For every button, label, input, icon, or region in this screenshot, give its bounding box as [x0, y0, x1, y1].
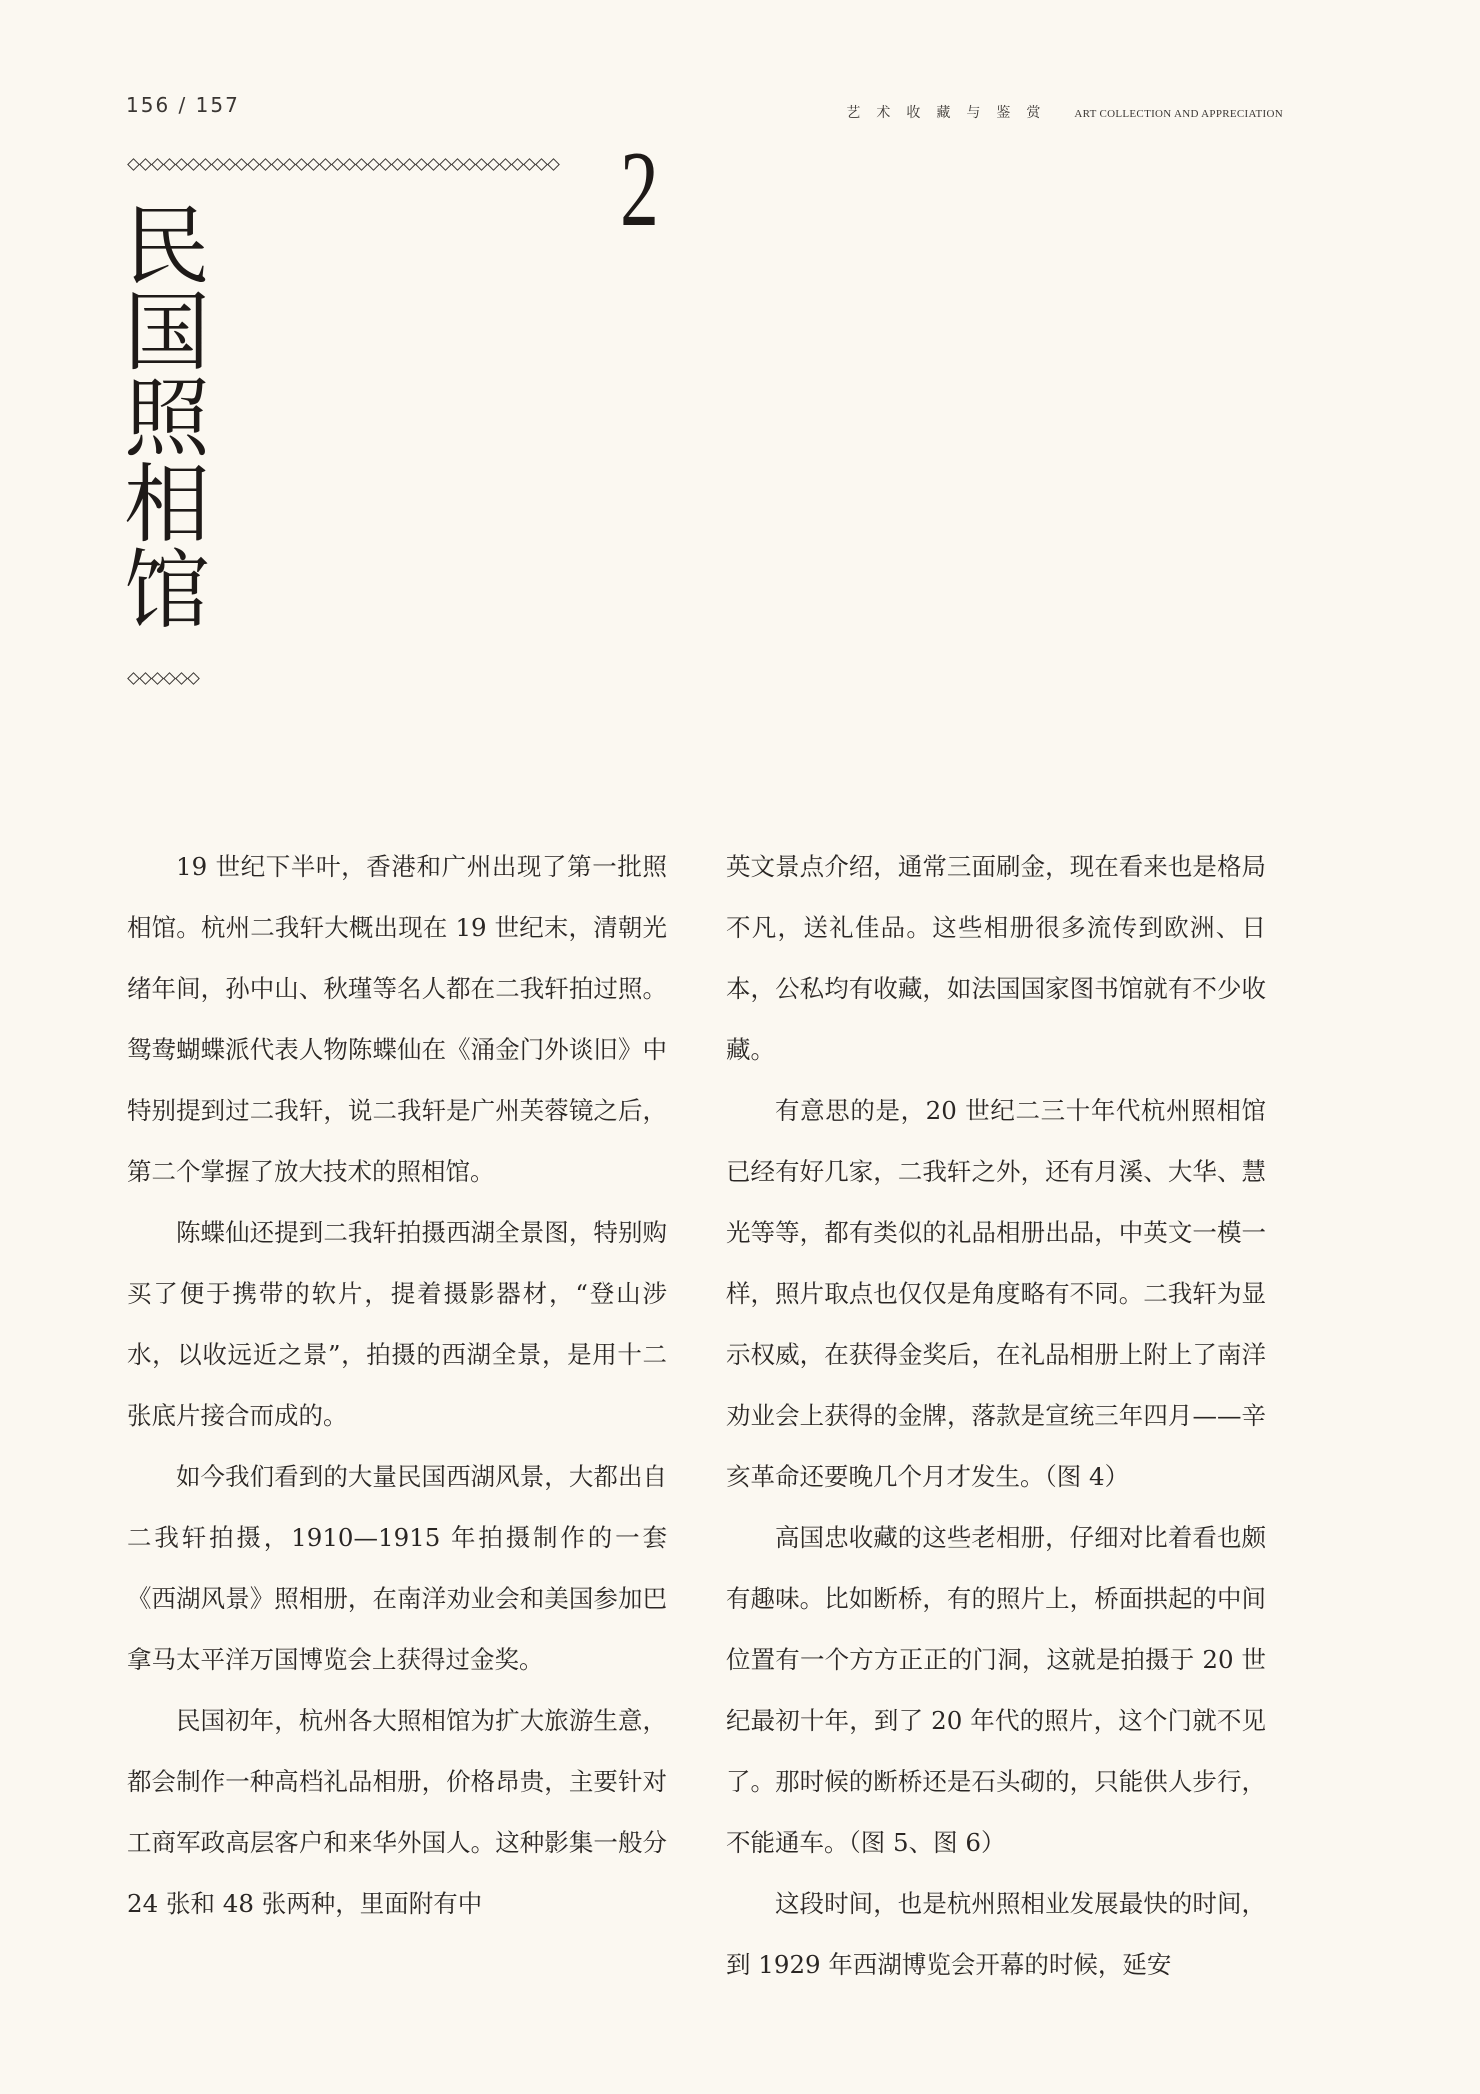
paragraph: 19 世纪下半叶，香港和广州出现了第一批照相馆。杭州二我轩大概出现在 19 世纪末，清朝光绪年间，孙中山、秋瑾等名人都在二我轩拍过照。鸳鸯蝴蝶派代表人物陈蝶仙在《涌金门外谈旧》中特别提到过二我轩，说二我轩是广州芙蓉镜之后，第二个掌握了放大技术的照相馆。 — [127, 852, 667, 1186]
diamond-icon — [439, 158, 452, 171]
diamond-icon — [319, 158, 332, 171]
diamond-icon — [127, 158, 140, 171]
diamond-ornament-top — [128, 160, 559, 169]
diamond-icon — [367, 158, 380, 171]
diamond-ornament-bottom — [128, 674, 199, 683]
diamond-icon — [547, 158, 560, 171]
diamond-icon — [139, 158, 152, 171]
paragraph: 民国初年，杭州各大照相馆为扩大旅游生意，都会制作一种高档礼品相册，价格昂贵，主要针对工商军政高层客户和来华外国人。这种影集一般分 24 张和 48 张两种，里面附有中 — [127, 1706, 667, 1918]
diamond-icon — [235, 158, 248, 171]
diamond-icon — [199, 158, 212, 171]
body-column-left — [127, 836, 667, 1934]
page-numbers: 156 / 157 — [126, 93, 240, 117]
diamond-icon — [175, 672, 188, 685]
diamond-icon — [307, 158, 320, 171]
paragraph: 这段时间，也是杭州照相业发展最快的时间，到 1929 年西湖博览会开幕的时候，延安 — [726, 1889, 1266, 1979]
paragraph: 陈蝶仙还提到二我轩拍摄西湖全景图，特别购买了便于携带的软片，提着摄影器材，“登山涉水，以收远近之景”，拍摄的西湖全景，是用十二张底片接合而成的。 — [127, 1218, 667, 1430]
magazine-title-en: ART COLLECTION AND APPRECIATION — [1074, 108, 1283, 120]
diamond-icon — [163, 158, 176, 171]
diamond-icon — [523, 158, 536, 171]
diamond-icon — [187, 158, 200, 171]
diamond-icon — [211, 158, 224, 171]
diamond-icon — [331, 158, 344, 171]
diamond-icon — [487, 158, 500, 171]
paragraph: 英文景点介绍，通常三面刷金，现在看来也是格局不凡，送礼佳品。这些相册很多流传到欧洲、日本，公私均有收藏，如法国国家图书馆就有不少收藏。 — [726, 852, 1266, 1064]
chapter-title — [122, 197, 212, 641]
paragraph: 如今我们看到的大量民国西湖风景，大都出自二我轩拍摄，1910—1915 年拍摄制作的一套《西湖风景》照相册，在南洋劝业会和美国参加巴拿马太平洋万国博览会上获得过金奖。 — [127, 1462, 667, 1674]
magazine-title-cn: 艺术收藏与鉴赏 — [846, 105, 1057, 121]
title-char: 民 — [124, 197, 210, 297]
diamond-icon — [247, 158, 260, 171]
diamond-icon — [391, 158, 404, 171]
diamond-icon — [223, 158, 236, 171]
title-char: 相 — [124, 455, 210, 555]
diamond-icon — [283, 158, 296, 171]
diamond-icon — [535, 158, 548, 171]
diamond-icon — [259, 158, 272, 171]
diamond-icon — [175, 158, 188, 171]
diamond-icon — [295, 158, 308, 171]
diamond-icon — [499, 158, 512, 171]
diamond-icon — [151, 158, 164, 171]
diamond-icon — [415, 158, 428, 171]
diamond-icon — [511, 158, 524, 171]
diamond-icon — [151, 672, 164, 685]
diamond-icon — [187, 672, 200, 685]
diamond-icon — [163, 672, 176, 685]
paragraph: 有意思的是，20 世纪二三十年代杭州照相馆已经有好几家，二我轩之外，还有月溪、大华、慧光等等，都有类似的礼品相册出品，中英文一模一样，照片取点也仅仅是角度略有不同。二我轩为显示权威，在获得金奖后，在礼品相册上附上了南洋劝业会上获得的金牌，落款是宣统三年四月——辛亥革命还要晚几个月才发生。（图 4） — [726, 1096, 1266, 1491]
body-column-right — [726, 836, 1266, 1995]
diamond-icon — [271, 158, 284, 171]
diamond-icon — [427, 158, 440, 171]
diamond-icon — [475, 158, 488, 171]
title-char: 照 — [124, 369, 210, 469]
diamond-icon — [355, 158, 368, 171]
diamond-icon — [379, 158, 392, 171]
diamond-icon — [127, 672, 140, 685]
paragraph: 高国忠收藏的这些老相册，仔细对比着看也颇有趣味。比如断桥，有的照片上，桥面拱起的中间位置有一个方方正正的门洞，这就是拍摄于 20 世纪最初十年，到了 20 年代的照片，这个门就不见了。那时候的断桥还是石头砌的，只能供人步行，不能通车。（图 5、图 6） — [726, 1523, 1266, 1857]
diamond-icon — [343, 158, 356, 171]
diamond-icon — [451, 158, 464, 171]
diamond-icon — [139, 672, 152, 685]
diamond-icon — [403, 158, 416, 171]
title-char: 国 — [124, 283, 210, 383]
chapter-number: 2 — [620, 130, 659, 249]
running-header — [846, 102, 1283, 122]
title-char: 馆 — [124, 541, 210, 641]
diamond-icon — [463, 158, 476, 171]
